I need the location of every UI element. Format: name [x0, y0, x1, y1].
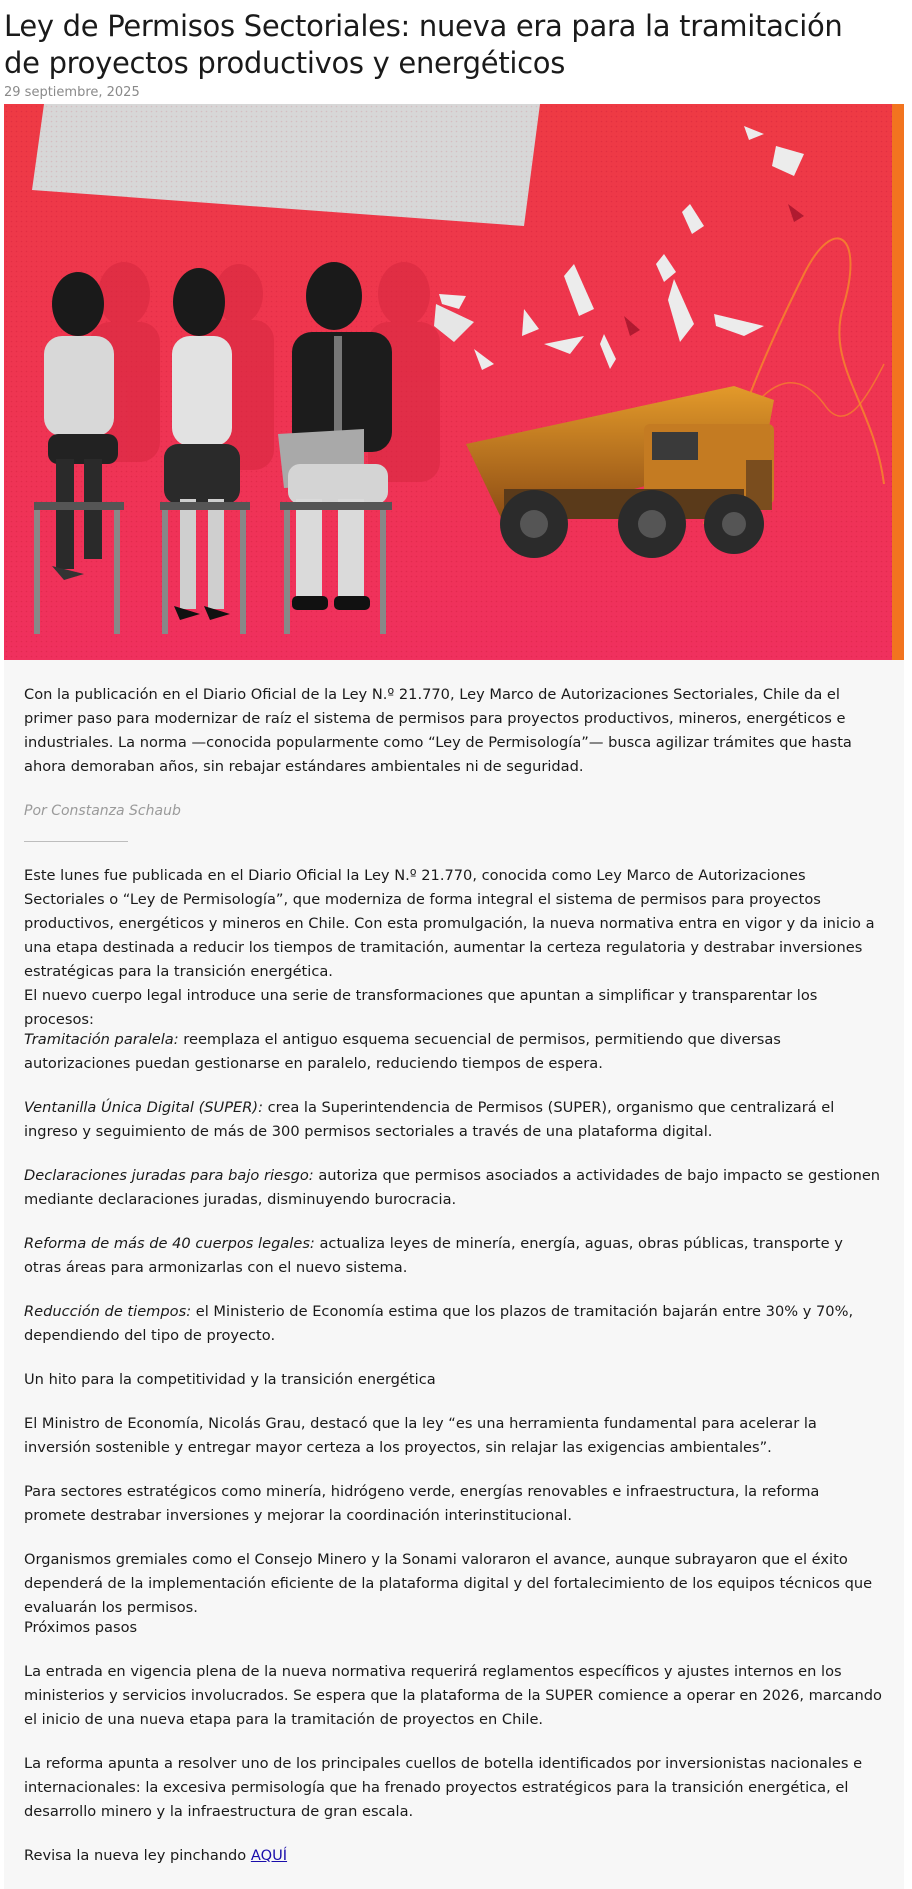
body-paragraph-6: La entrada en vigencia plena de la nueva normativa requerirá reglamentos específicos y ajustes internos en los ministerios y servicios involucrados. Se espera que la plataforma de la SUPER comience a operar en 2026, marcando el inicio de una nueva etapa para la tramitación de proyectos en Chile.: [24, 1663, 882, 1728]
divider: [24, 841, 128, 842]
section-heading-proximos-pasos: Próximos pasos: [24, 1619, 138, 1636]
section-heading-competitividad: Un hito para la competitividad y la transición energética: [24, 1371, 436, 1388]
hero-illustration: [4, 104, 904, 660]
law-link[interactable]: AQUÍ: [250, 1847, 288, 1864]
list-item: [24, 1164, 882, 1212]
body-paragraph-2: El nuevo cuerpo legal introduce una serie de transformaciones que apuntan a simplificar y transparentar los procesos:: [24, 987, 818, 1028]
author-byline: Por Constanza Schaub: [24, 803, 181, 819]
list-item-label: Declaraciones juradas para bajo riesgo:: [24, 1167, 314, 1184]
list-item-text: reemplaza el antiguo esquema secuencial de permisos, permitiendo que diversas autorizaciones puedan gestionarse en paralelo, reduciendo tiempos de espera.: [24, 1031, 781, 1072]
list-item-label: Tramitación paralela:: [24, 1031, 179, 1048]
publish-date: 29 septiembre, 2025: [4, 85, 140, 100]
list-item-label: Reducción de tiempos:: [24, 1303, 192, 1320]
body-paragraph-4: Para sectores estratégicos como minería, hidrógeno verde, energías renovables e infraestructura, la reforma promete destrabar inversiones y mejorar la coordinación interinstitucional.: [24, 1483, 820, 1524]
article-body: [4, 660, 904, 1889]
article-title: Ley de Permisos Sectoriales: nueva era para la tramitación de proyectos productivos y energéticos: [4, 9, 843, 80]
lead-paragraph: Con la publicación en el Diario Oficial de la Ley N.º 21.770, Ley Marco de Autorizaciones Sectoriales, Chile da el primer paso para modernizar de raíz el sistema de permisos para proyectos productivos, mineros, energéticos e industriales. La norma —conocida popularmente como “Ley de Permisología”— busca agilizar trámites que hasta ahora demoraban años, sin rebajar estándares ambientales ni de seguridad.: [24, 686, 852, 775]
body-paragraph-7: La reforma apunta a resolver uno de los principales cuellos de botella identificados por inversionistas nacionales e internacionales: la excesiva permisología que ha frenado proyectos estratégicos para la transición energética, el desarrollo minero y la infraestructura de gran escala.: [24, 1755, 863, 1820]
body-paragraph-1: Este lunes fue publicada en el Diario Oficial la Ley N.º 21.770, conocida como Ley Marco de Autorizaciones Sectoriales o “Ley de Permisología”, que moderniza de forma integral el sistema de permisos para proyectos productivos, energéticos y mineros en Chile. Con esta promulgación, la nueva normativa entra en vigor y da inicio a una etapa destinada a reducir los tiempos de tramitación, aumentar la certeza regulatoria y destrabar inversiones estratégicas para la transición energética.: [24, 867, 875, 980]
list-item-label: Reforma de más de 40 cuerpos legales:: [24, 1235, 315, 1252]
list-item-label: Ventanilla Única Digital (SUPER):: [24, 1099, 263, 1116]
closing-text: Revisa la nueva ley pinchando: [24, 1847, 251, 1864]
list-item: [24, 1232, 882, 1280]
body-paragraph-5: Organismos gremiales como el Consejo Minero y la Sonami valoraron el avance, aunque subrayaron que el éxito dependerá de la implementación eficiente de la plataforma digital y del fortalecimiento de los equipos técnicos que evaluarán los permisos.: [24, 1551, 873, 1616]
list-item-text: el Ministerio de Economía estima que los plazos de tramitación bajarán entre 30% y 70%, dependiendo del tipo de proyecto.: [24, 1303, 854, 1344]
list-item: [24, 1028, 882, 1076]
list-item: [24, 1300, 882, 1348]
list-item-text: crea la Superintendencia de Permisos (SUPER), organismo que centralizará el ingreso y seguimiento de más de 300 permisos sectoriales a través de una plataforma digital.: [24, 1099, 835, 1140]
list-item-text: autoriza que permisos asociados a actividades de bajo impacto se gestionen mediante declaraciones juradas, disminuyendo burocracia.: [24, 1167, 881, 1208]
closing-paragraph: [24, 1844, 882, 1868]
list-item-text: actualiza leyes de minería, energía, aguas, obras públicas, transporte y otras áreas para armonizarlas con el nuevo sistema.: [24, 1235, 843, 1276]
hero-collage-image: [4, 104, 904, 660]
body-paragraph-3: El Ministro de Economía, Nicolás Grau, destacó que la ley “es una herramienta fundamental para acelerar la inversión sostenible y entregar mayor certeza a los proyectos, sin relajar las exigencias ambientales”.: [24, 1415, 817, 1456]
list-item: [24, 1096, 882, 1144]
